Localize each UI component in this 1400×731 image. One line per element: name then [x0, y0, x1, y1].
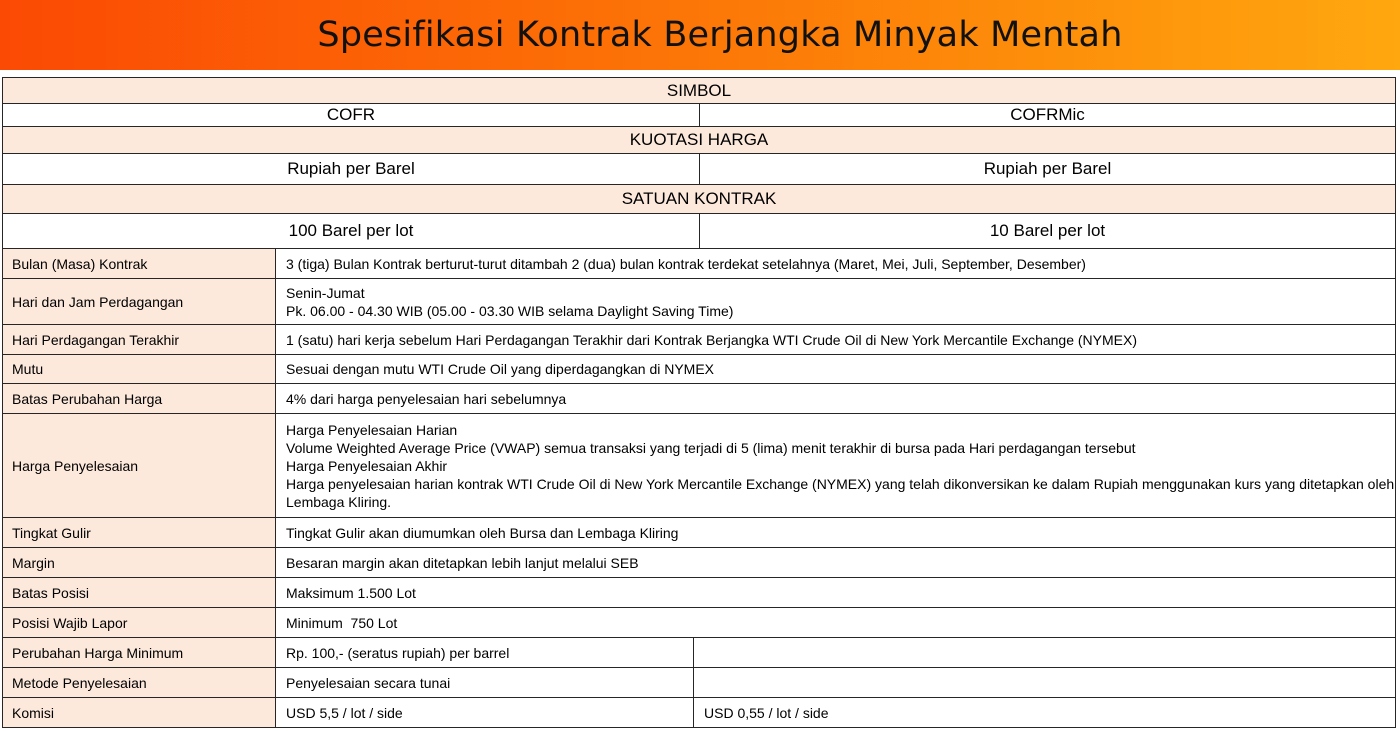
row-value-batas-perubahan: 4% dari harga penyelesaian hari sebelumnya [276, 384, 1396, 414]
table-row [3, 384, 1396, 414]
row-value-metode-left: Penyelesaian secara tunai [276, 668, 694, 698]
page-title: Spesifikasi Kontrak Berjangka Minyak Mentah [317, 15, 1123, 55]
table-row [3, 518, 1396, 548]
satuan-header-row [3, 185, 1396, 214]
hari-jam-line-2: Pk. 06.00 - 04.30 WIB (05.00 - 03.30 WIB selama Daylight Saving Time) [286, 302, 734, 319]
table-row [3, 414, 1396, 518]
row-value-perubahan-minimum-right [694, 638, 1396, 668]
title-banner [0, 0, 1400, 70]
row-label-mutu: Mutu [3, 355, 276, 384]
table-row [3, 279, 1396, 325]
row-value-komisi-left: USD 5,5 / lot / side [276, 698, 694, 728]
row-label-tingkat-gulir: Tingkat Gulir [3, 518, 276, 548]
kuotasi-value-row [3, 154, 1396, 185]
kuotasi-header-row [3, 127, 1396, 154]
row-value-perubahan-minimum-left: Rp. 100,- (seratus rupiah) per barrel [276, 638, 694, 668]
table-row [3, 668, 1396, 698]
row-label-bulan-kontrak: Bulan (Masa) Kontrak [3, 249, 276, 279]
row-value-hari-jam [276, 279, 1396, 325]
row-value-metode-right [694, 668, 1396, 698]
table-row [3, 578, 1396, 608]
row-label-hari-terakhir: Hari Perdagangan Terakhir [3, 325, 276, 355]
row-value-posisi-wajib: Minimum 750 Lot [276, 608, 1396, 638]
row-label-metode: Metode Penyelesaian [3, 668, 276, 698]
row-value-harga-penyelesaian [276, 414, 1396, 518]
harga-penyelesaian-line-3: Harga Penyelesaian Akhir [286, 457, 448, 474]
harga-penyelesaian-line-4: Harga penyelesaian harian kontrak WTI Crude Oil di New York Mercantile Exchange (NYMEX) yang telah dikonversikan ke dalam Rupiah menggunakan kurs yang ditetapkan oleh Lembaga Kliring. [286, 475, 1395, 510]
table-row [3, 355, 1396, 384]
row-label-posisi-wajib: Posisi Wajib Lapor [3, 608, 276, 638]
harga-penyelesaian-line-2: Volume Weighted Average Price (VWAP) semua transaksi yang terjadi di 5 (lima) menit terakhir di bursa pada Hari perdagangan tersebut [286, 439, 1136, 456]
satuan-value-row [3, 214, 1396, 249]
row-value-batas-posisi: Maksimum 1.500 Lot [276, 578, 1396, 608]
simbol-header: SIMBOL [3, 78, 1396, 104]
harga-penyelesaian-line-1: Harga Penyelesaian Harian [286, 421, 458, 438]
simbol-header-row [3, 78, 1396, 104]
simbol-right: COFRMic [700, 104, 1396, 127]
table-row [3, 548, 1396, 578]
table-row [3, 608, 1396, 638]
row-value-bulan-kontrak: 3 (tiga) Bulan Kontrak berturut-turut ditambah 2 (dua) bulan kontrak terdekat setelahnya (Maret, Mei, Juli, September, Desember) [276, 249, 1396, 279]
hari-jam-line-1: Senin-Jumat [286, 284, 365, 301]
kuotasi-right: Rupiah per Barel [700, 154, 1396, 185]
row-label-perubahan-minimum: Perubahan Harga Minimum [3, 638, 276, 668]
row-value-hari-terakhir: 1 (satu) hari kerja sebelum Hari Perdagangan Terakhir dari Kontrak Berjangka WTI Crude Oil di New York Mercantile Exchange (NYMEX) [276, 325, 1396, 355]
table-row [3, 249, 1396, 279]
simbol-value-row [3, 104, 1396, 127]
table-row [3, 698, 1396, 728]
row-label-komisi: Komisi [3, 698, 276, 728]
row-label-batas-perubahan: Batas Perubahan Harga [3, 384, 276, 414]
row-value-mutu: Sesuai dengan mutu WTI Crude Oil yang diperdagangkan di NYMEX [276, 355, 1396, 384]
spec-table [2, 77, 1396, 728]
row-value-margin: Besaran margin akan ditetapkan lebih lanjut melalui SEB [276, 548, 1396, 578]
row-label-batas-posisi: Batas Posisi [3, 578, 276, 608]
satuan-header: SATUAN KONTRAK [3, 185, 1396, 214]
satuan-left: 100 Barel per lot [3, 214, 700, 249]
row-label-harga-penyelesaian: Harga Penyelesaian [3, 414, 276, 518]
satuan-right: 10 Barel per lot [700, 214, 1396, 249]
table-row [3, 325, 1396, 355]
kuotasi-header: KUOTASI HARGA [3, 127, 1396, 154]
row-label-margin: Margin [3, 548, 276, 578]
row-value-komisi-right: USD 0,55 / lot / side [694, 698, 1396, 728]
row-value-tingkat-gulir: Tingkat Gulir akan diumumkan oleh Bursa dan Lembaga Kliring [276, 518, 1396, 548]
row-label-hari-jam: Hari dan Jam Perdagangan [3, 279, 276, 325]
simbol-left: COFR [3, 104, 700, 127]
table-row [3, 638, 1396, 668]
kuotasi-left: Rupiah per Barel [3, 154, 700, 185]
